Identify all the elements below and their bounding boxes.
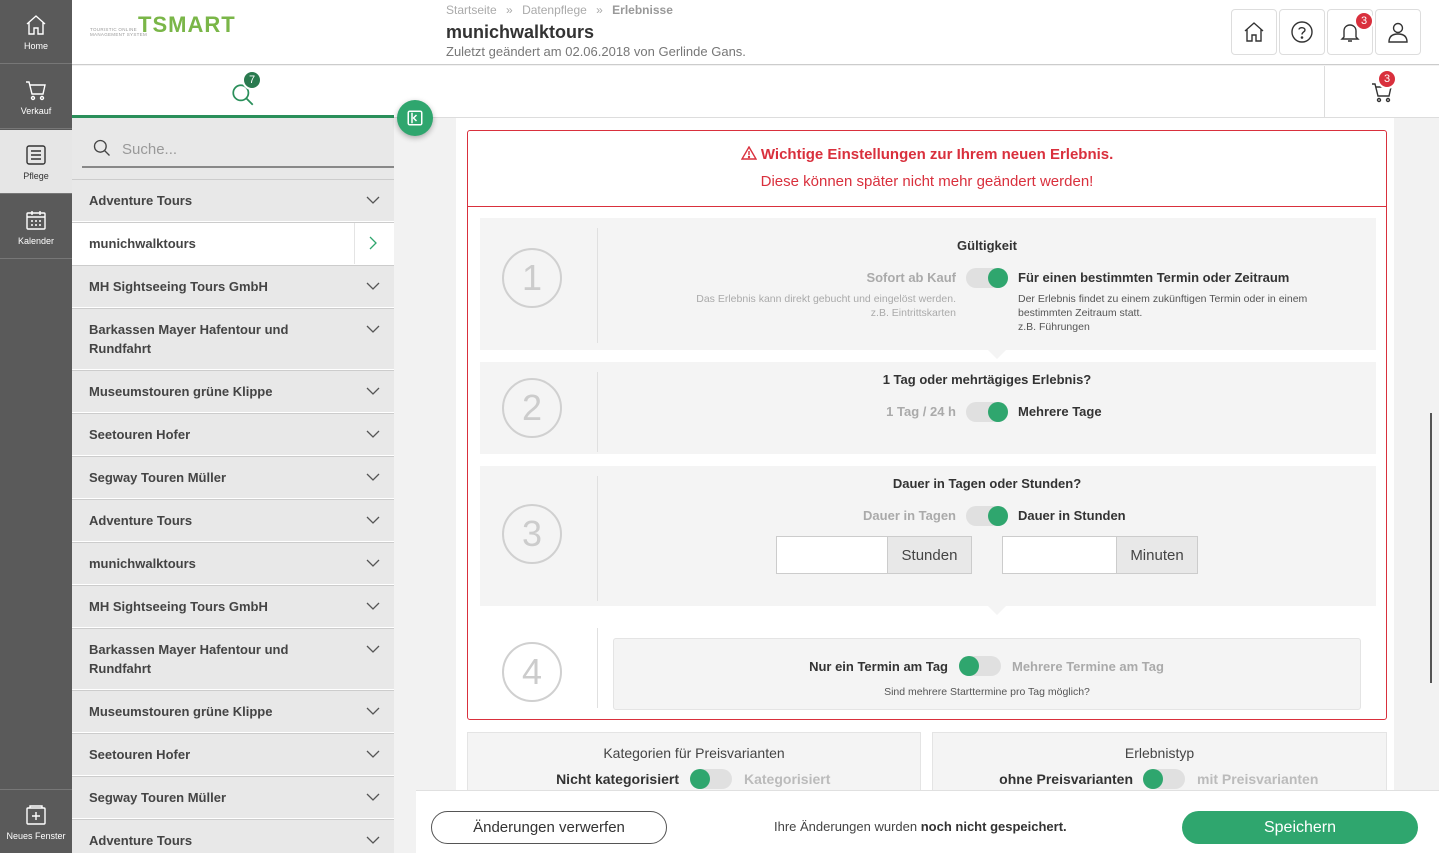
hours-input[interactable] (777, 537, 887, 573)
step-divider (597, 628, 598, 708)
switch-knob (690, 769, 710, 789)
minutes-input-group (1002, 536, 1198, 574)
rail-pflege-label: Pflege (23, 170, 49, 181)
discard-button[interactable]: Änderungen verwerfen (431, 811, 667, 844)
chevron-down-icon (366, 470, 380, 484)
step-question: Gültigkeit (957, 238, 1017, 253)
home-button[interactable] (1231, 9, 1277, 55)
notifications-badge: 3 (1354, 11, 1374, 31)
left-rail (0, 0, 72, 853)
calendar-icon (24, 208, 48, 232)
step-1 (480, 218, 1376, 350)
description-line: Der Erlebnis findet zu einem zukünftigen Termin oder in einem bestimmten Zeitraum statt. (1018, 293, 1308, 319)
step-question: 1 Tag oder mehrtägiges Erlebnis? (882, 372, 1092, 387)
notifications-button[interactable] (1327, 9, 1373, 55)
new-window-icon (24, 803, 48, 827)
list-item-label: Seetouren Hofer (89, 427, 191, 442)
chevron-down-icon (366, 790, 380, 804)
rail-pflege[interactable] (0, 130, 72, 194)
option-right[interactable]: Für einen bestimmten Termin oder Zeitraum (1018, 270, 1290, 285)
breadcrumb-datenpflege[interactable]: Datenpflege (522, 3, 587, 17)
subheader (394, 66, 1439, 118)
rail-verkauf[interactable] (0, 65, 72, 129)
multiple-dates-box (613, 638, 1361, 710)
list-item-label: munichwalktours (89, 556, 196, 571)
list-item-label: munichwalktours (89, 236, 196, 251)
card-title: Erlebnistyp (1124, 745, 1195, 761)
warning-title (468, 146, 1386, 163)
chevron-down-icon (366, 833, 380, 847)
list-item[interactable] (72, 819, 394, 853)
list-item[interactable] (72, 690, 394, 733)
option-left[interactable]: ohne Preisvarianten (999, 771, 1133, 787)
warning-title-text: Wichtige Einstellungen zur Ihrem neuen Erlebnis. (760, 146, 1114, 163)
option-left-description (696, 292, 956, 320)
description-line: z.B. Eintrittskarten (870, 307, 956, 319)
description-line: z.B. Führungen (1018, 321, 1090, 333)
switch-knob (988, 402, 1008, 422)
list-item-label: Barkassen Mayer Hafentour und Rundfahrt (89, 322, 289, 356)
step-number: 1 (502, 248, 562, 308)
list-item-label: MH Sightseeing Tours GmbH (89, 599, 268, 614)
cart-button[interactable] (1324, 66, 1439, 118)
chevron-down-icon (366, 427, 380, 441)
multiple-dates-switch[interactable] (959, 656, 1001, 676)
breadcrumb-separator: » (506, 3, 513, 17)
option-right[interactable]: Mehrere Termine am Tag (1012, 659, 1164, 674)
collapse-icon (406, 109, 424, 127)
user-icon (1386, 20, 1410, 44)
option-left[interactable]: Nicht kategorisiert (556, 771, 679, 787)
user-button[interactable] (1375, 9, 1421, 55)
search-input[interactable] (122, 136, 382, 162)
list-item[interactable] (72, 179, 394, 222)
breadcrumb-erlebnisse: Erlebnisse (612, 3, 673, 17)
option-right[interactable]: Dauer in Stunden (1018, 508, 1126, 523)
step-question: Dauer in Tagen oder Stunden? (892, 476, 1082, 491)
duration-type-switch[interactable] (966, 402, 1008, 422)
list-item-label: Adventure Tours (89, 193, 193, 208)
save-button[interactable]: Speichern (1182, 811, 1418, 844)
help-button[interactable] (1279, 9, 1325, 55)
chevron-down-icon (366, 513, 380, 527)
step-3 (480, 466, 1376, 606)
chevron-down-icon (366, 279, 380, 293)
list-item[interactable] (72, 265, 394, 308)
rail-new-window-label: Neues Fenster (6, 830, 66, 841)
search-icon (92, 138, 112, 158)
chevron-down-icon (366, 599, 380, 613)
rail-home-label: Home (23, 40, 48, 51)
rail-verkauf-label: Verkauf (20, 105, 52, 116)
list-item[interactable] (72, 733, 394, 776)
help-icon (1290, 20, 1314, 44)
logo[interactable] (90, 10, 236, 50)
list-item-label: MH Sightseeing Tours GmbH (89, 279, 268, 294)
header (72, 0, 1439, 65)
page-title: munichwalktours (446, 22, 595, 42)
step-number: 2 (502, 378, 562, 438)
option-left[interactable]: Sofort ab Kauf (866, 270, 956, 285)
multiple-dates-description: Sind mehrere Starttermine pro Tag möglich? (884, 686, 1090, 698)
switch-knob (988, 506, 1008, 526)
tab-search[interactable] (230, 74, 260, 108)
price-categories-switch[interactable] (690, 769, 732, 789)
page-subtitle: Zuletzt geändert am 02.06.2018 von Gerlinde Gans. (446, 44, 746, 59)
switch-knob (959, 656, 979, 676)
save-status (774, 819, 1067, 834)
breadcrumb-separator: » (596, 3, 603, 17)
scrollbar[interactable] (1430, 413, 1432, 683)
step-2 (480, 362, 1376, 454)
list-item[interactable] (72, 308, 394, 370)
chevron-down-icon (366, 193, 380, 207)
switch-knob (1143, 769, 1163, 789)
warning-header (468, 131, 1386, 207)
list-item[interactable] (72, 585, 394, 628)
validity-switch[interactable] (966, 268, 1008, 288)
list-icon (24, 143, 48, 167)
experience-type-card (932, 732, 1387, 790)
logo-word: TSMART (138, 12, 236, 37)
option-right-description (1018, 292, 1318, 334)
chevron-down-icon (366, 322, 380, 336)
step-number: 4 (502, 642, 562, 702)
list-item[interactable] (72, 776, 394, 819)
collapse-sidebar-button[interactable] (397, 100, 433, 136)
list-item-label: Barkassen Mayer Hafentour und Rundfahrt (89, 642, 289, 676)
main-content (416, 118, 1439, 790)
step-arrow (988, 606, 1006, 615)
list-item-label: Segway Touren Müller (89, 470, 227, 485)
option-left[interactable]: 1 Tag / 24 h (886, 404, 956, 419)
cart-badge: 3 (1377, 69, 1397, 89)
chevron-down-icon (366, 556, 380, 570)
warning-icon (741, 146, 757, 160)
home-icon (1242, 20, 1266, 44)
save-status-prefix: Ihre Änderungen wurden (774, 819, 918, 834)
list-item[interactable] (72, 628, 394, 690)
list-item-label: Museumstouren grüne Klippe (89, 704, 273, 719)
breadcrumb (446, 3, 679, 17)
list-item-label: Adventure Tours (89, 513, 193, 528)
home-icon (24, 13, 48, 37)
list-item-label: Seetouren Hofer (89, 747, 191, 762)
list-item-label: Segway Touren Müller (89, 790, 227, 805)
list-item-label: Museumstouren grüne Klippe (89, 384, 273, 399)
option-right[interactable]: mit Preisvarianten (1197, 771, 1319, 787)
minutes-unit: Minuten (1116, 537, 1197, 573)
save-status-bold: noch nicht gespeichert. (920, 819, 1067, 834)
switch-knob (988, 268, 1008, 288)
search-badge: 7 (242, 70, 262, 90)
description-line: Das Erlebnis kann direkt gebucht und eingelöst werden. (696, 293, 956, 305)
card-title: Kategorien für Preisvarianten (603, 745, 785, 761)
rail-new-window[interactable] (0, 789, 72, 853)
list-item[interactable] (72, 370, 394, 413)
option-right[interactable]: Mehrere Tage (1018, 404, 1102, 419)
duration-unit-switch[interactable] (966, 506, 1008, 526)
step-number: 3 (502, 504, 562, 564)
price-categories-card (467, 732, 921, 790)
sidebar-gutter (394, 118, 416, 853)
breadcrumb-startseite[interactable]: Startseite (446, 3, 497, 17)
chevron-right-icon (366, 236, 380, 250)
experience-type-switch[interactable] (1143, 769, 1185, 789)
warning-subtitle: Diese können später nicht mehr geändert werden! (760, 173, 1094, 190)
list-item[interactable] (72, 456, 394, 499)
rail-home[interactable] (0, 0, 72, 64)
chevron-down-icon (366, 747, 380, 761)
list-item-label: Adventure Tours (89, 833, 193, 848)
search-box (82, 130, 394, 168)
minutes-input[interactable] (1003, 537, 1116, 573)
step-divider (597, 476, 598, 601)
hours-unit: Stunden (887, 537, 971, 573)
rail-kalender-label: Kalender (17, 235, 55, 246)
option-right[interactable]: Kategorisiert (744, 771, 831, 787)
option-left[interactable]: Dauer in Tagen (863, 508, 956, 523)
step-arrow (988, 350, 1006, 359)
chevron-down-icon (366, 384, 380, 398)
list-item[interactable] (72, 222, 394, 265)
hours-input-group (776, 536, 972, 574)
option-left[interactable]: Nur ein Termin am Tag (809, 659, 948, 674)
cart-icon (24, 78, 48, 102)
step-4 (480, 618, 1376, 710)
logo-tagline: TOURISTIC ONLINE MANAGEMENT SYSTEM (90, 27, 148, 37)
rail-kalender[interactable] (0, 195, 72, 259)
sidebar-list (72, 179, 394, 853)
chevron-down-icon (366, 642, 380, 656)
important-settings-panel (467, 130, 1387, 720)
list-item[interactable] (72, 413, 394, 456)
list-item[interactable] (72, 542, 394, 585)
list-item[interactable] (72, 499, 394, 542)
sidebar (72, 118, 416, 853)
search-tabbar (72, 66, 394, 118)
footer (416, 790, 1439, 853)
chevron-down-icon (366, 704, 380, 718)
